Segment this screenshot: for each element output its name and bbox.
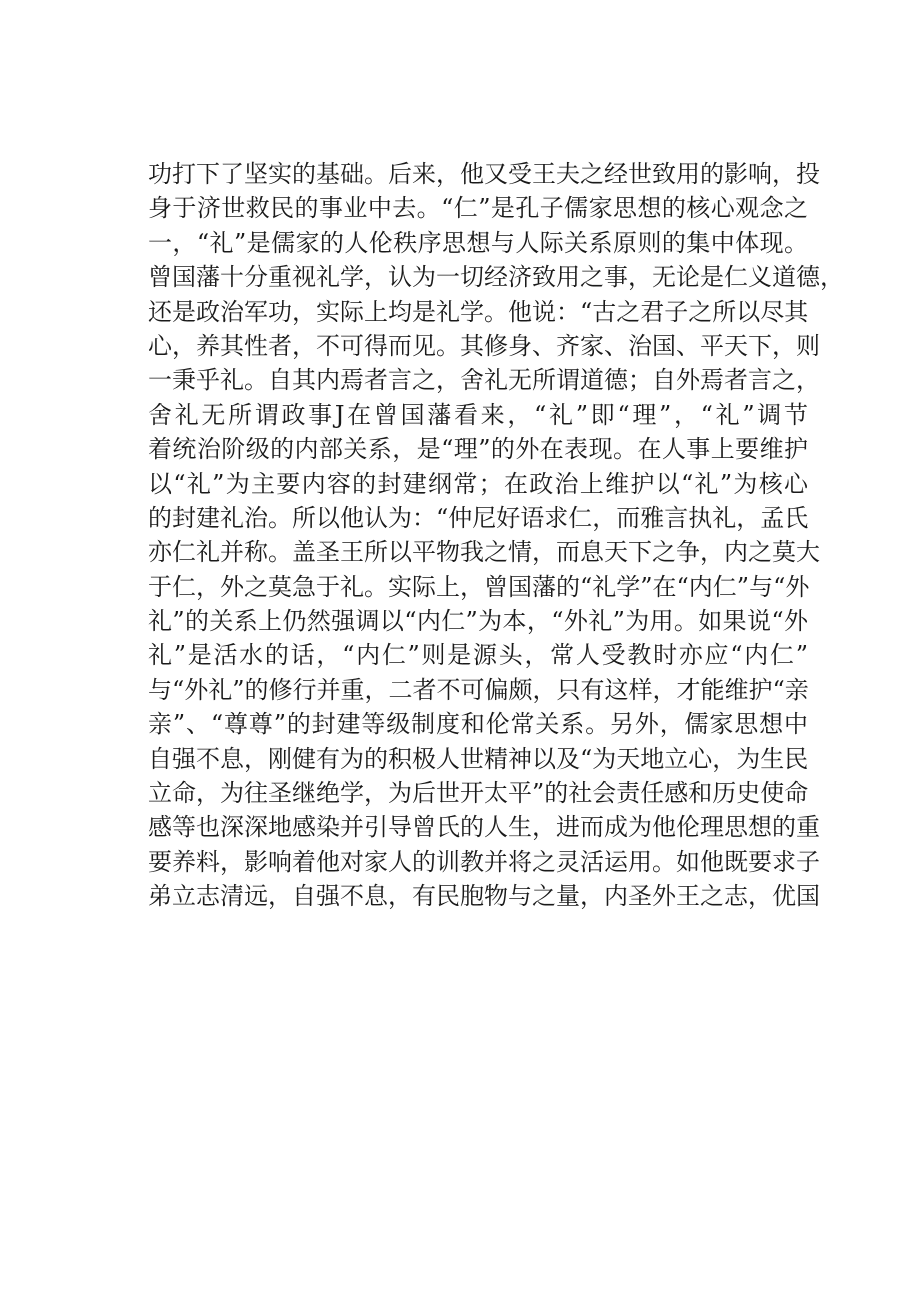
text-line: 于仁，外之莫急于礼。实际上，曾国藩的“礼学”在“内仁”与“外 bbox=[148, 572, 810, 601]
text-line: 感等也深深地感染并引导曾氏的人生，进而成为他伦理思想的重 bbox=[148, 813, 820, 842]
text-line: 与“外礼”的修行并重，二者不可偏颇，只有这样，才能维护“亲 bbox=[148, 675, 809, 704]
body-text bbox=[148, 157, 844, 914]
text-line: 还是政治军功，实际上均是礼学。他说：“古之君子之所以尽其 bbox=[148, 297, 809, 326]
text-line: 心，养其性者，不可得而见。其修身、齐家、治国、平天下，则 bbox=[148, 331, 820, 360]
text-line: 功打下了坚实的基础。后来，他又受王夫之经世致用的影响，投 bbox=[148, 160, 820, 188]
text-line: 亦仁礼并称。盖圣王所以平物我之情，而息天下之争，内之莫大 bbox=[148, 538, 820, 567]
text-line: 自强不息，刚健有为的积极人世精神以及“为天地立心，为生民 bbox=[148, 744, 809, 773]
text-line: 立命，为往圣继绝学，为后世开太平”的社会责任感和历史使命 bbox=[148, 779, 809, 808]
text-line: 要养料，影响着他对家人的训教并将之灵活运用。如他既要求子 bbox=[148, 847, 820, 876]
text-line: 曾国藩十分重视礼学，认为一切经济致用之事，无论是仁义道德， bbox=[148, 263, 844, 292]
text-line: 礼”的关系上仍然强调以“内仁”为本，“外礼”为用。如果说“外 bbox=[148, 607, 808, 636]
text-line: 着统治阶级的内部关系，是“理”的外在表现。在人事上要维护 bbox=[148, 435, 808, 464]
text-line: 的封建礼治。所以他认为：“仲尼好语求仁，而雅言执礼，孟氏 bbox=[148, 503, 809, 532]
text-line: 弟立志清远，自强不息，有民胞物与之量，内圣外王之志，优国 bbox=[148, 882, 820, 911]
text-line: 一，“礼”是儒家的人伦秩序思想与人际关系原则的集中体现。 bbox=[148, 228, 808, 257]
text-line: 身于济世救民的事业中去。“仁”是孔子儒家思想的核心观念之 bbox=[148, 194, 808, 223]
text-line: 以“礼”为主要内容的封建纲常；在政治上维护以“礼”为核心 bbox=[148, 469, 808, 498]
text-line: 亲”、“尊尊”的封建等级制度和伦常关系。另外，儒家思想中 bbox=[148, 710, 808, 739]
text-line: 礼”是活水的话，“内仁”则是源头，常人受教时亦应“内仁” bbox=[148, 641, 808, 670]
text-line: 一秉乎礼。自其内焉者言之，舍礼无所谓道德；自外焉者言之， bbox=[148, 366, 820, 395]
text-line: 舍礼无所谓政事J在曾国藩看来，“礼”即“理”，“礼”调节 bbox=[148, 400, 808, 429]
